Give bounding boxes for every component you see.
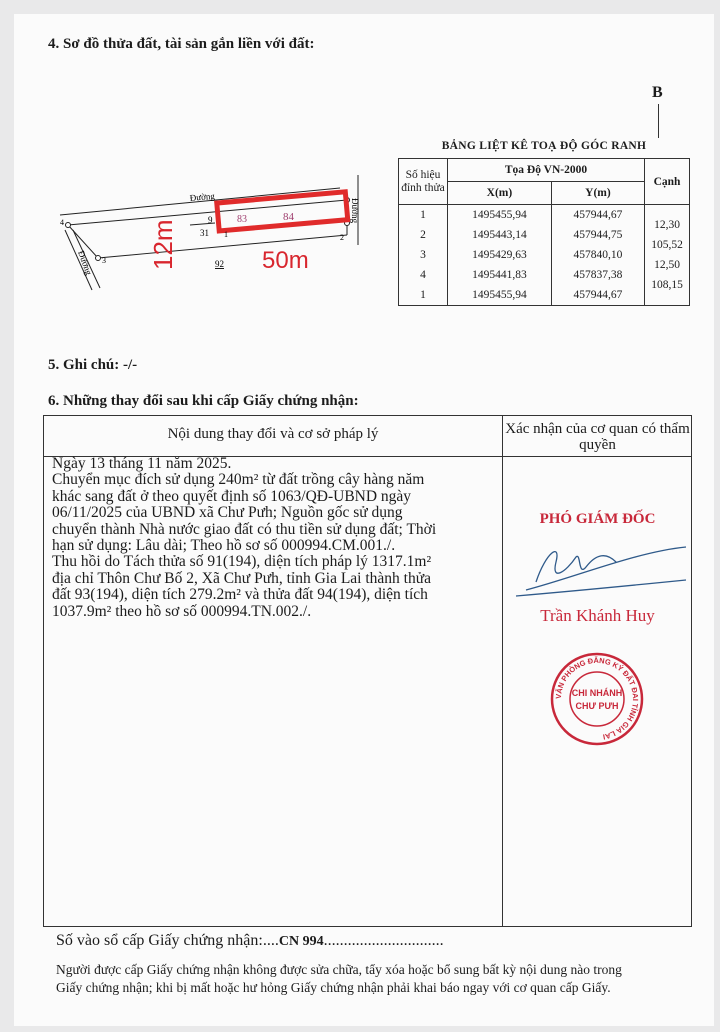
parcel-label: 31 (200, 228, 209, 238)
col-y: Y(m) (551, 182, 644, 205)
north-arrow-icon (658, 104, 659, 138)
section6-title: 6. Những thay đổi sau khi cấp Giấy chứng nhận: (48, 393, 359, 409)
point-id: 2 (399, 225, 448, 245)
content-line: địa chỉ Thôn Chư Bố 2, Xã Chư Pưh, tỉnh Gia Lai thành thửa (52, 569, 432, 587)
point-id: 1 (399, 205, 448, 226)
parcel-label: 84 (283, 211, 294, 223)
road-label-top: Đường (189, 190, 216, 203)
point-id: 4 (399, 265, 448, 285)
svg-text:VĂN PHÒNG ĐĂNG KÝ ĐẤT ĐAI TỈNH (554, 656, 640, 742)
col-point: Số hiệu đỉnh thửa (399, 159, 448, 205)
col-content-header: Nội dung thay đổi và cơ sở pháp lý (167, 426, 379, 442)
corner-label: 1 (224, 230, 228, 239)
corner-label: 3 (102, 256, 106, 265)
coord-x: 1495455,94 (448, 205, 552, 226)
width-annotation: 12m (148, 219, 178, 270)
parcel-label: 92 (215, 259, 224, 269)
road-label-left: Đường (76, 249, 95, 277)
signature (506, 532, 689, 600)
content-line: Chuyển mục đích sử dụng 240m² từ đất trồng cây hàng năm (52, 471, 425, 489)
stamp-outer-text: VĂN PHÒNG ĐĂNG KÝ ĐẤT ĐAI TỈNH GIA LAI (553, 655, 641, 742)
content-line: Ngày 13 tháng 11 năm 2025. (52, 455, 232, 472)
corner-label: 4 (60, 218, 64, 227)
parcel-label: 83 (237, 214, 247, 225)
official-stamp (549, 651, 645, 747)
registry-label: Số vào sổ cấp Giấy chứng nhận:.... (56, 932, 279, 949)
content-line: Thu hồi do Tách thửa số 91(194), diện tích pháp lý 1317.1m² (52, 553, 432, 571)
coord-x: 1495455,94 (448, 285, 552, 306)
corner-label: 2 (340, 233, 344, 242)
stamp-line2: CHƯ PƯH (575, 701, 619, 711)
north-label: B (652, 84, 663, 101)
change-content (52, 456, 492, 620)
point-id: 1 (399, 285, 448, 306)
registry-value: CN 994 (278, 934, 324, 949)
section4-title: 4. Sơ đồ thửa đất, tài sản gắn liền với đất: (48, 36, 315, 52)
coord-x: 1495443,14 (448, 225, 552, 245)
coord-x: 1495429,63 (448, 245, 552, 265)
parcel-label: 9 (208, 215, 213, 225)
notice-line: Giấy chứng nhận; khi bị mất hoặc hư hỏng Giấy chứng nhận phải khai báo ngay với cơ quan cấp Giấy. (56, 980, 611, 995)
col-edge: Cạnh (645, 159, 690, 205)
content-line: đất 93(194), diện tích 279.2m² và thửa đất 94(194), diện tích (52, 586, 428, 604)
notice-line: Người được cấp Giấy chứng nhận không được sửa chữa, tẩy xóa hoặc bổ sung bất kỳ nội dung nào trong (56, 962, 622, 977)
coord-y: 457944,75 (551, 225, 644, 245)
content-line: 06/11/2025 của UBND xã Chư Pưh; Nguồn gốc sử dụng (52, 504, 403, 522)
coord-table (398, 158, 690, 306)
content-line: hạn sử dụng: Lâu dài; Theo hồ sơ số 000994.CM.001./. (52, 537, 396, 555)
stamp-line1: CHI NHÁNH (571, 688, 623, 698)
content-line: 1037.9m² theo hồ sơ số 000994.TN.002./. (52, 602, 312, 620)
col-group: Tọa Độ VN-2000 (448, 159, 645, 182)
signer-title: PHÓ GIÁM ĐỐC (539, 511, 656, 527)
point-id: 3 (399, 245, 448, 265)
coord-y: 457944,67 (551, 205, 644, 226)
registry-number (56, 932, 444, 950)
road-label-right: Đường (350, 198, 360, 224)
edge-length: 105,52 (651, 239, 683, 251)
signer-name: Trần Khánh Huy (540, 606, 655, 625)
col-confirm-header: Xác nhận của cơ quan có thẩm quyền (505, 421, 690, 453)
coord-y: 457944,67 (551, 285, 644, 306)
length-annotation: 50m (262, 247, 309, 274)
col-x: X(m) (448, 182, 552, 205)
content-line: chuyển thành Nhà nước giao đất có thu tiền sử dụng đất; Thời (52, 520, 437, 538)
coord-x: 1495441,83 (448, 265, 552, 285)
section5-title: 5. Ghi chú: -/- (48, 357, 138, 373)
coord-table-title: BẢNG LIỆT KÊ TOẠ ĐỘ GÓC RANH (441, 140, 647, 152)
coord-y: 457840,10 (551, 245, 644, 265)
changes-table (43, 415, 692, 927)
edge-length: 12,30 (654, 219, 680, 231)
edges-cell (645, 205, 690, 306)
content-line: khác sang đất ở theo quyết định số 1063/QĐ-UBND ngày (52, 487, 412, 505)
edge-length: 108,15 (651, 279, 683, 291)
parcel-diagram (40, 170, 370, 300)
notice (56, 961, 706, 997)
registry-dots: .............................. (323, 932, 444, 949)
coord-y: 457837,38 (551, 265, 644, 285)
edge-length: 12,50 (654, 259, 680, 271)
